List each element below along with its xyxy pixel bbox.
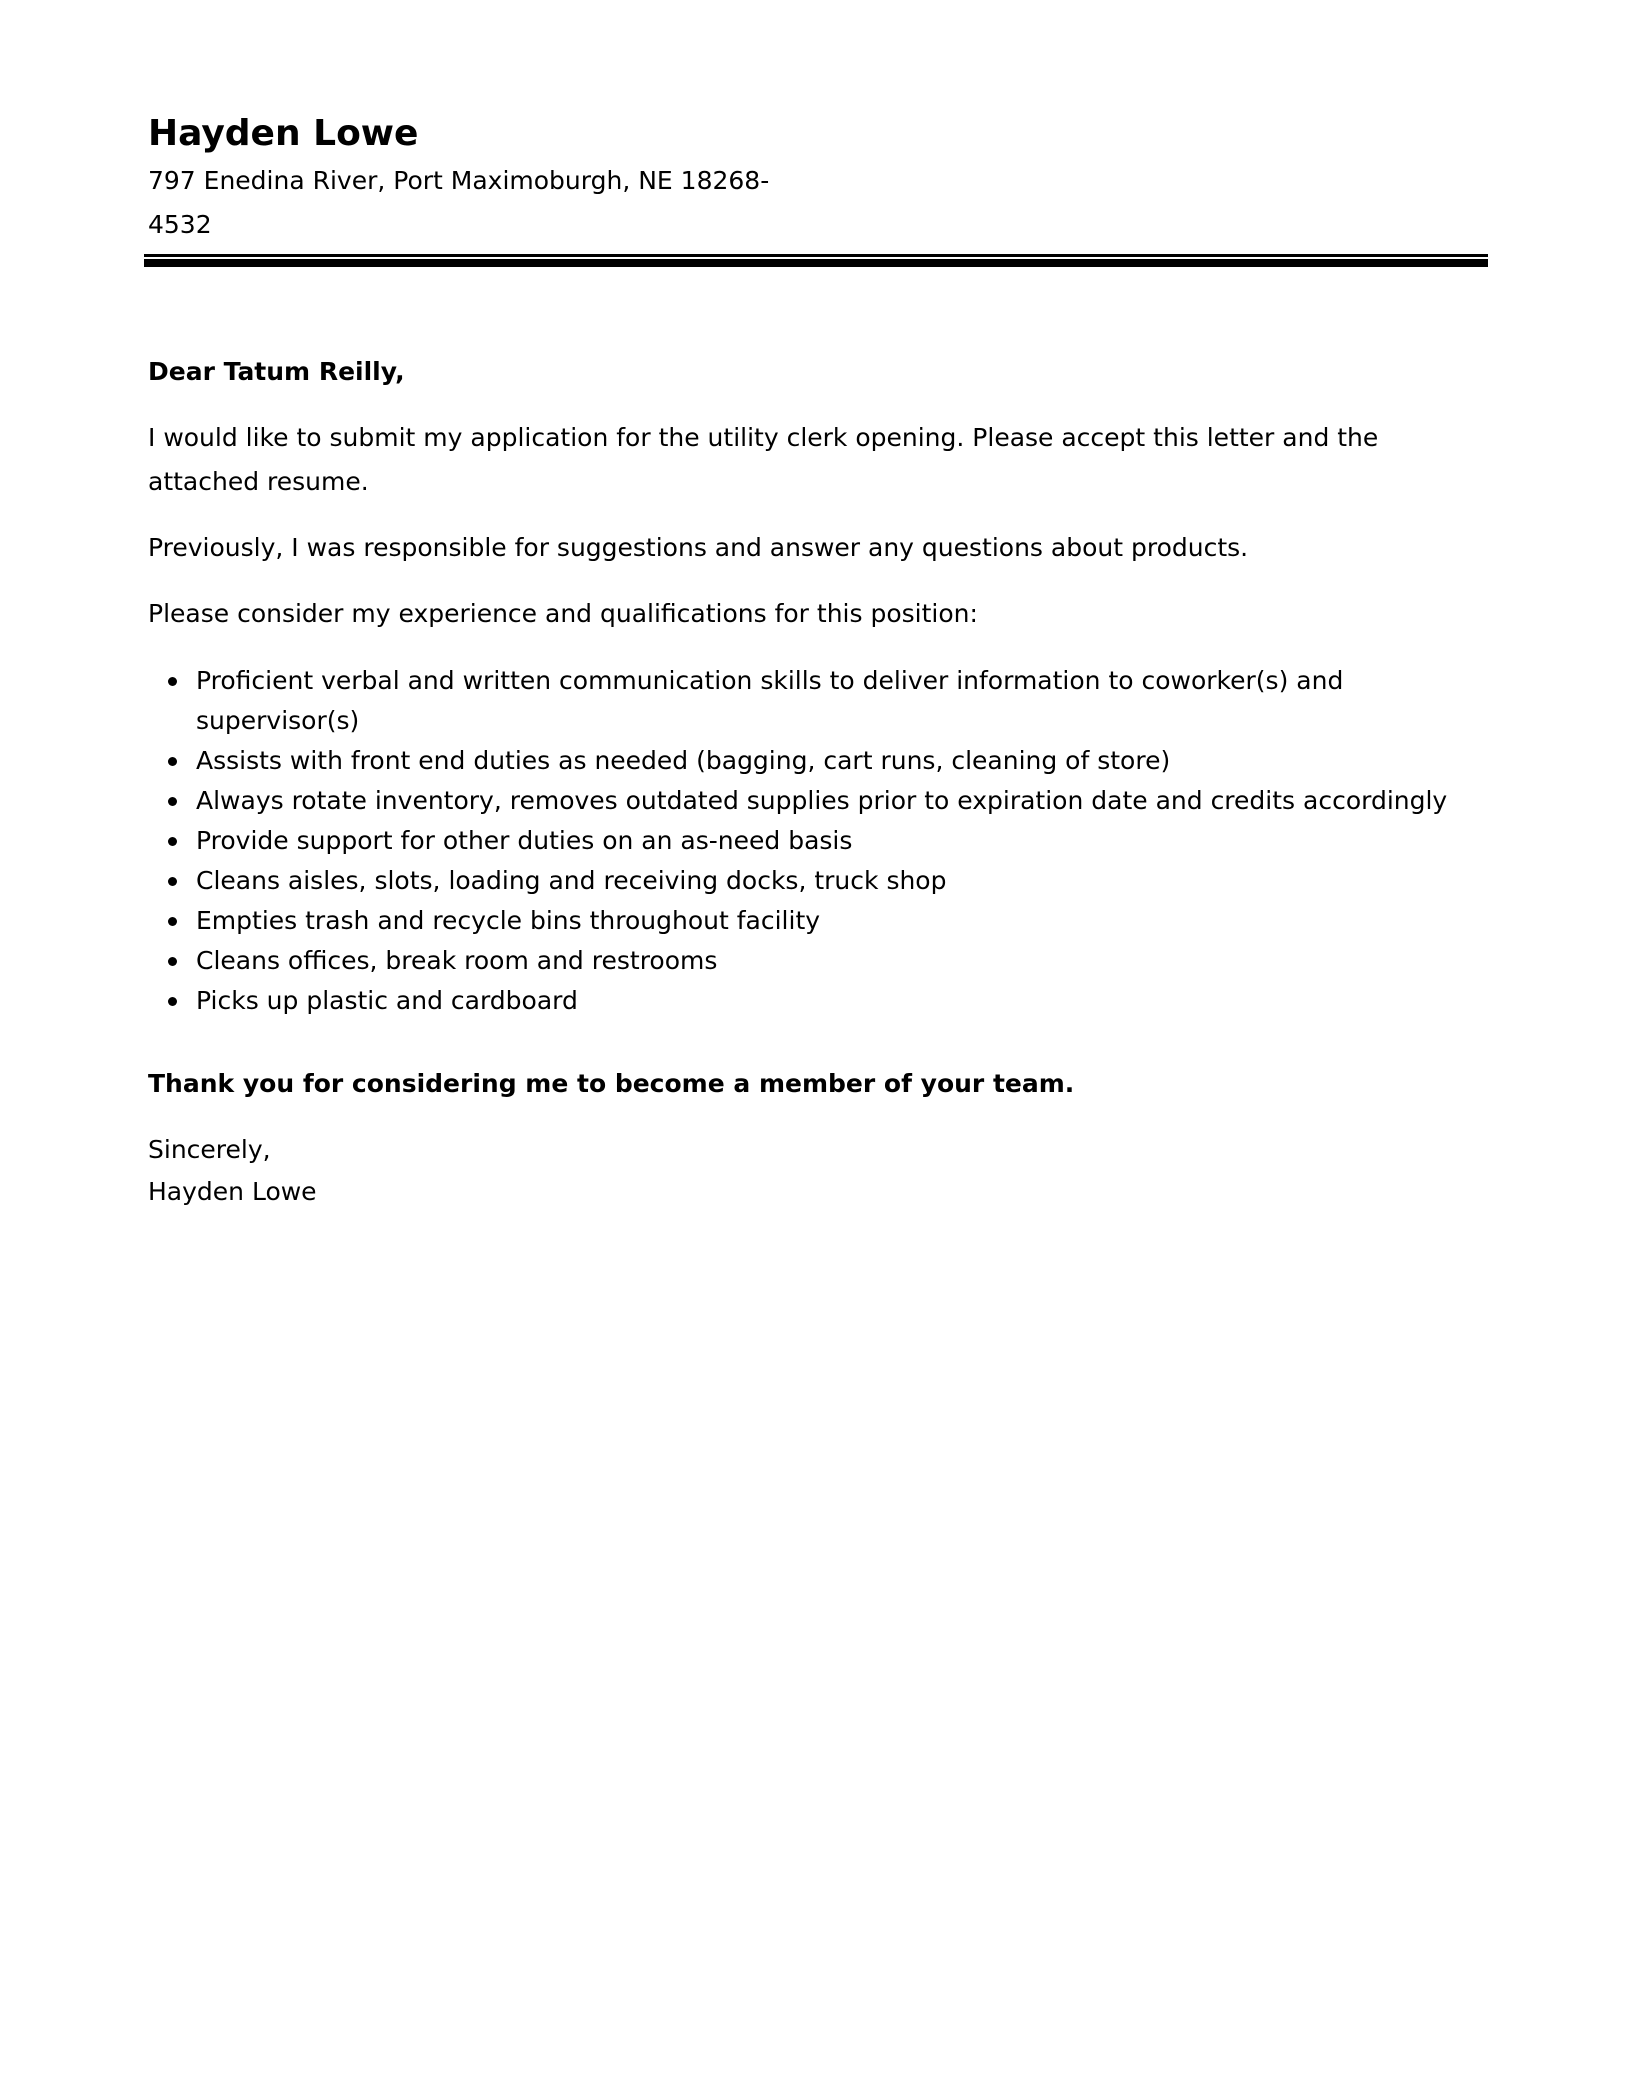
header-divider-thick (144, 259, 1488, 267)
bullet-icon (168, 877, 177, 886)
list-item (148, 661, 1416, 741)
thank-you-line: Thank you for considering me to become a member of your team. (148, 1069, 1075, 1098)
header-divider-thin (144, 254, 1488, 257)
bullet-icon (168, 837, 177, 846)
bullet-icon (168, 677, 177, 686)
list-item-text: Provide support for other duties on an as-need basis (196, 826, 853, 855)
list-item-text: Cleans aisles, slots, loading and receiving docks, truck shop (196, 866, 947, 895)
list-item-text: Proficient verbal and written communication skills to deliver information to coworker(s) and supervisor(s) (196, 666, 1344, 735)
list-item-text: Cleans offices, break room and restrooms (196, 946, 718, 975)
salutation: Dear Tatum Reilly, (148, 357, 405, 386)
sender-name: Hayden Lowe (148, 113, 419, 154)
list-item (148, 981, 1488, 1021)
list-item (148, 901, 1488, 941)
bullet-icon (168, 957, 177, 966)
intro-paragraph: I would like to submit my application for the utility clerk opening. Please accept this letter and the attached resume. (148, 423, 1379, 496)
list-item (148, 941, 1488, 981)
signature: Hayden Lowe (148, 1177, 317, 1206)
bullet-icon (168, 997, 177, 1006)
closing: Sincerely, (148, 1135, 271, 1164)
sender-address: 797 Enedina River, Port Maximoburgh, NE 18268-4532 (148, 166, 770, 239)
qualifications-list (148, 661, 1488, 1021)
list-item-text: Always rotate inventory, removes outdated supplies prior to expiration date and credits accordingly (196, 786, 1448, 815)
previous-experience-paragraph: Previously, I was responsible for suggestions and answer any questions about products. (148, 533, 1249, 562)
bullet-icon (168, 917, 177, 926)
bullet-icon (168, 797, 177, 806)
list-item (148, 741, 1488, 781)
list-item-text: Picks up plastic and cardboard (196, 986, 578, 1015)
list-item (148, 861, 1488, 901)
consider-paragraph: Please consider my experience and qualifications for this position: (148, 599, 978, 628)
list-item (148, 821, 1488, 861)
list-item-text: Empties trash and recycle bins throughout facility (196, 906, 821, 935)
bullet-icon (168, 757, 177, 766)
list-item (148, 781, 1488, 821)
list-item-text: Assists with front end duties as needed (bagging, cart runs, cleaning of store) (196, 746, 1171, 775)
